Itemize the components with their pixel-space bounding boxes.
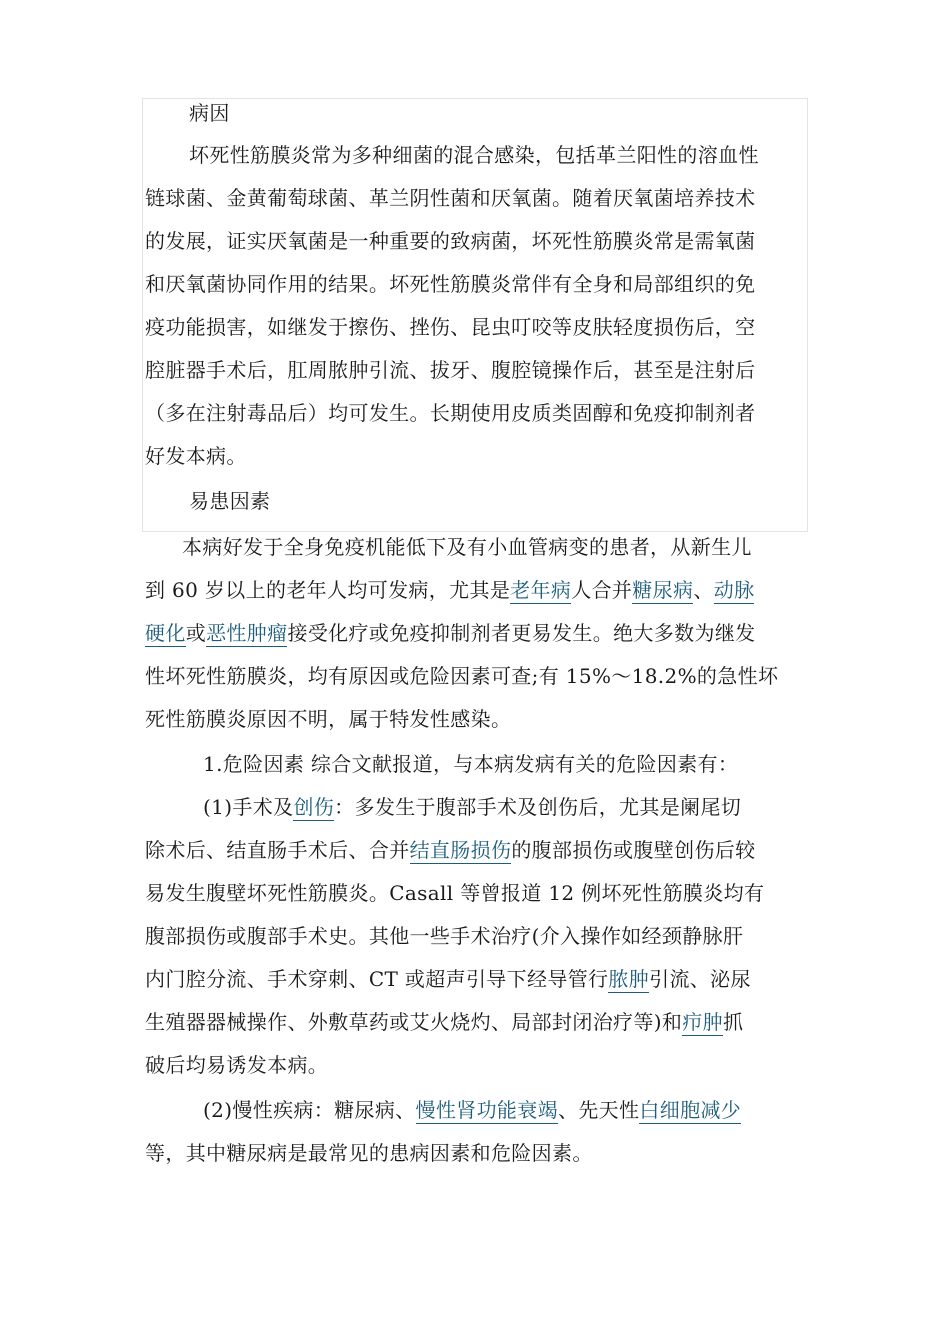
- link-arteriosclerosis-part2[interactable]: 硬化: [145, 621, 186, 645]
- p3-line-2: 除术后、结直肠手术后、合并结直肠损伤的腹部损伤或腹壁创伤后较: [145, 838, 756, 862]
- p3-line-7: 破后均易诱发本病。: [145, 1053, 329, 1077]
- p4-line-2: 等，其中糖尿病是最常见的患病因素和危险因素。: [145, 1141, 593, 1165]
- p3-line-3: 易发生腹壁坏死性筋膜炎。Casall 等曾报道 12 例坏死性筋膜炎均有: [145, 881, 765, 905]
- etiology-line-8: 好发本病。: [145, 444, 247, 468]
- link-diabetes[interactable]: 糖尿病: [632, 578, 694, 602]
- p1-line-3: 硬化或恶性肿瘤接受化疗或免疫抑制剂者更易发生。绝大多数为继发: [145, 621, 756, 645]
- link-leukopenia[interactable]: 白细胞减少: [639, 1098, 742, 1122]
- link-colorectal-injury[interactable]: 结直肠损伤: [409, 838, 512, 862]
- etiology-line-6: 腔脏器手术后，肛周脓肿引流、拔牙、腹腔镜操作后，甚至是注射后: [145, 358, 756, 382]
- p1-line-4: 性坏死性筋膜炎，均有原因或危险因素可查;有 15%～18.2%的急性坏: [145, 664, 779, 688]
- etiology-line-2: 链球菌、金黄葡萄球菌、革兰阴性菌和厌氧菌。随着厌氧菌培养技术: [145, 186, 756, 210]
- link-abscess[interactable]: 脓肿: [608, 967, 650, 991]
- p3-line-1: (1)手术及创伤：多发生于腹部手术及创伤后，尤其是阑尾切: [203, 795, 742, 819]
- etiology-line-7: （多在注射毒品后）均可发生。长期使用皮质类固醇和免疫抑制剂者: [145, 401, 756, 425]
- link-arteriosclerosis-part1[interactable]: 动脉: [713, 578, 755, 602]
- risk-factors-intro: 1.危险因素 综合文献报道，与本病发病有关的危险因素有：: [203, 752, 739, 776]
- link-malignant-tumor[interactable]: 恶性肿瘤: [206, 621, 288, 645]
- etiology-line-5: 疫功能损害，如继发于擦伤、挫伤、昆虫叮咬等皮肤轻度损伤后，空: [145, 315, 756, 339]
- etiology-line-1: 坏死性筋膜炎常为多种细菌的混合感染，包括革兰阳性的溶血性: [189, 143, 759, 167]
- link-trauma[interactable]: 创伤: [293, 795, 335, 819]
- p1-line-2: 到 60 岁以上的老年人均可发病，尤其是老年病人合并糖尿病、动脉: [145, 578, 755, 602]
- etiology-line-3: 的发展，证实厌氧菌是一种重要的致病菌，坏死性筋膜炎常是需氧菌: [145, 229, 756, 253]
- heading-predisposing-factors: 易患因素: [189, 489, 271, 513]
- link-furuncle[interactable]: 疖肿: [682, 1010, 723, 1034]
- link-chronic-renal-failure[interactable]: 慢性肾功能衰竭: [415, 1098, 558, 1122]
- heading-etiology: 病因: [189, 101, 230, 125]
- p3-line-6: 生殖器器械操作、外敷草药或艾火烧灼、局部封闭治疗等)和疖肿抓: [145, 1010, 744, 1034]
- p3-line-5: 内门腔分流、手术穿刺、CT 或超声引导下经导管行脓肿引流、泌尿: [145, 967, 751, 991]
- p1-line-5: 死性筋膜炎原因不明，属于特发性感染。: [145, 707, 512, 731]
- link-geriatric-disease[interactable]: 老年病: [510, 578, 572, 602]
- p3-line-4: 腹部损伤或腹部手术史。其他一些手术治疗(介入操作如经颈静脉肝: [145, 924, 744, 948]
- etiology-line-4: 和厌氧菌协同作用的结果。坏死性筋膜炎常伴有全身和局部组织的免: [145, 272, 756, 296]
- p1-line-1: 本病好发于全身免疫机能低下及有小血管病变的患者，从新生儿: [182, 535, 752, 559]
- p4-line-1: (2)慢性疾病：糖尿病、慢性肾功能衰竭、先天性白细胞减少: [203, 1098, 742, 1122]
